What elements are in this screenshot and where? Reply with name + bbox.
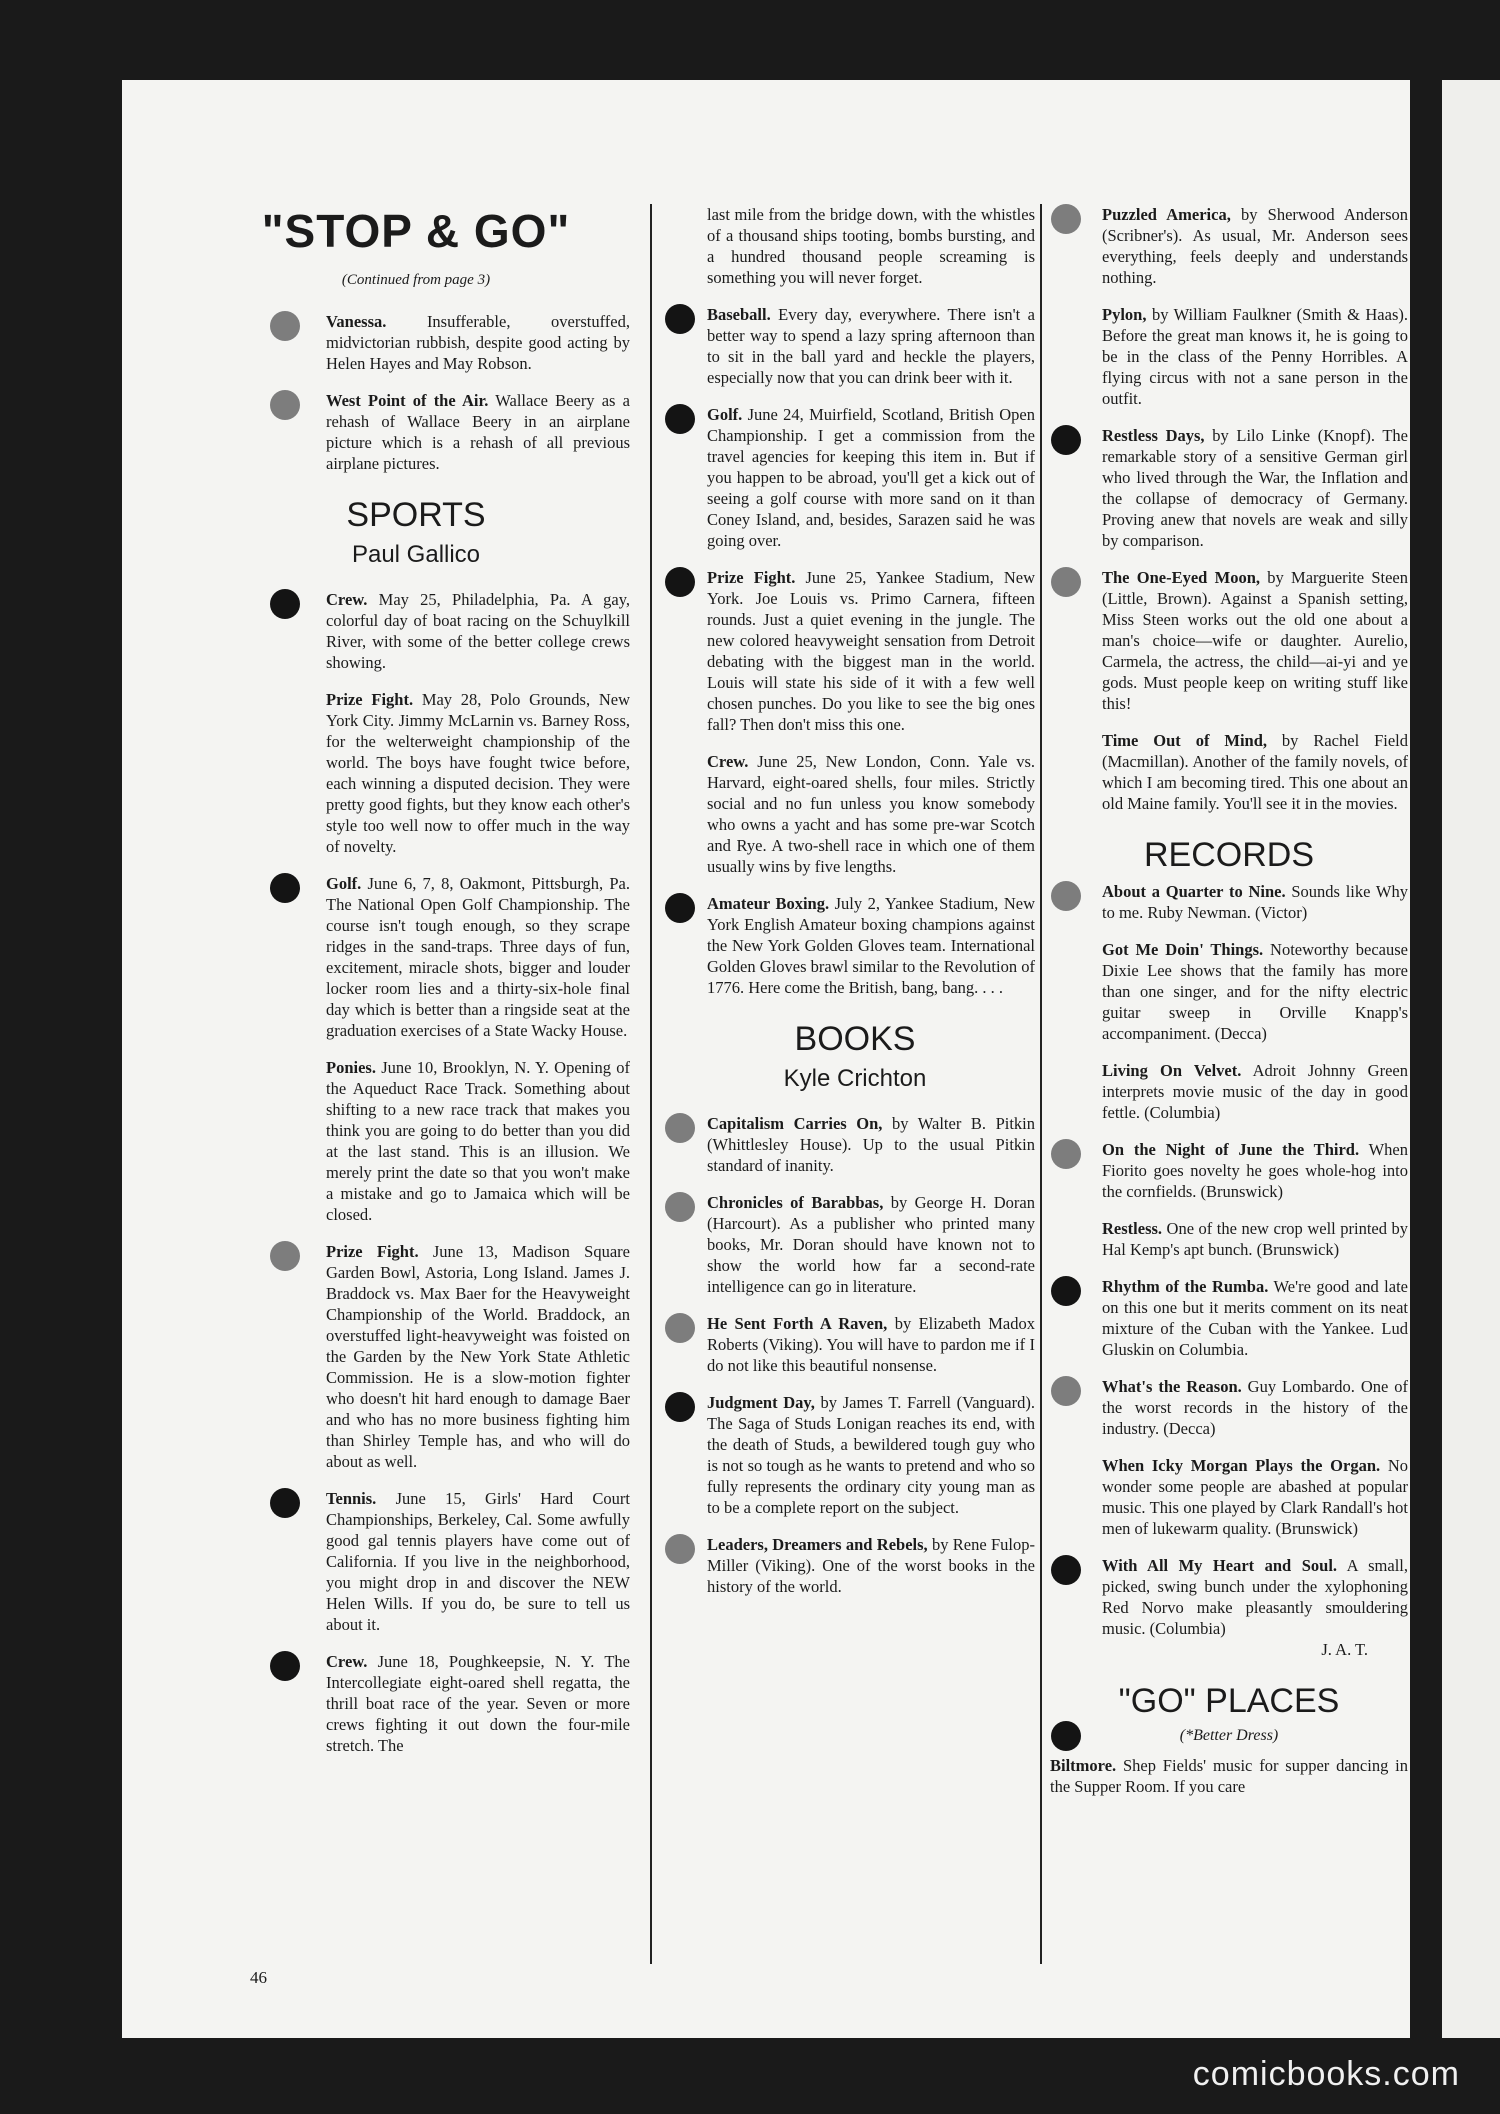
list-item: The One-Eyed Moon, by Marguerite Steen (Little, Brown). Against a Spanish setting, Miss Steen works out the old one about a man's choice—wife or daughter. Aurelio, Carmela, the actress, the child—ai-yi and ye gods. Must people keep on writing stuff like this! (1050, 567, 1408, 714)
list-item: Pylon, by William Faulkner (Smith & Haas). Before the great man knows it, he is going to be in the class of the Penny Horribles. A flying circus with not a sane person in the outfit. (1102, 305, 1408, 408)
column-3 (1050, 204, 1408, 1813)
page-number: 46 (250, 1968, 267, 1987)
rating-dot-icon (1051, 1276, 1081, 1306)
list-item: Got Me Doin' Things. Noteworthy because Dixie Lee shows that the family has more than one singer, and for the nifty electric guitar sweep in Orville Knapp's accompaniment. (Decca) (1102, 940, 1408, 1043)
list-item: Prize Fight. June 13, Madison Square Garden Bowl, Astoria, Long Island. James J. Braddock vs. Max Baer for the Heavyweight Championship of the World. Braddock, an overstuffed light-heavyweight was foisted on the Garden by the New York State Athletic Commission. He is a slow-motion fighter who doesn't hit hard enough to damage Baer and who has no more business fighting him than Shirley Temple has, and who will do about as well. (202, 1241, 630, 1472)
list-item-continued: last mile from the bridge down, with the whistles of a thousand ships tooting, bombs bursting, and a hundred thousand people screaming is something you will never forget. (707, 205, 1035, 287)
section-author: Kyle Crichton (783, 1065, 927, 1092)
rating-dot-icon (1051, 204, 1081, 234)
list-item: Time Out of Mind, by Rachel Field (Macmillan). Another of the family novels, of which I am becoming tired. This one about an old Maine family. You'll see it in the movies. (1102, 731, 1409, 813)
page-title: "STOP & GO" (261, 205, 571, 257)
list-item: Crew. June 25, New London, Conn. Yale vs. Harvard, eight-oared shells, four miles. Strictly social and no fun unless you know somebody who owns a yacht and has some pre-war Scotch and Rye. A two-shell race in which one of them usually wins by five lengths. (707, 752, 1035, 876)
list-item: When Icky Morgan Plays the Organ. No wonder some people are abashed at popular music. This one played by Clark Randall's hot men of lukewarm quality. (Brunswick) (1102, 1456, 1408, 1538)
rating-dot-icon (1051, 1555, 1081, 1585)
rating-dot-icon (665, 1113, 695, 1143)
rating-dot-icon (270, 589, 300, 619)
rating-dot-icon (665, 1534, 695, 1564)
list-item: Capitalism Carries On, by Walter B. Pitkin (Whittlesley House). Up to the usual Pitkin standard of inanity. (675, 1113, 1035, 1176)
watermark-logo: comicbooks.com (1192, 2055, 1460, 2093)
column-2 (675, 204, 1035, 1613)
list-item: Golf. June 6, 7, 8, Oakmont, Pittsburgh, Pa. The National Open Golf Championship. The course isn't tough enough, so they scrape ridges in the sand-traps. Three days of fun, excitement, miracle shots, bigger and louder locker room lies and a thirty-six-hole final day which is better than a ringside seat at the graduation exercises of a State Wacky House. (202, 873, 630, 1041)
section-heading-places: "GO" PLACES (1118, 1682, 1340, 1720)
rating-dot-icon (1051, 1721, 1081, 1751)
list-item: Crew. June 18, Poughkeepsie, N. Y. The Intercollegiate eight-oared shell regatta, the thrill boat race of the year. Seven or more crews fighting it out down the four-mile stretch. The (202, 1651, 630, 1756)
rating-dot-icon (270, 1241, 300, 1271)
rating-dot-icon (665, 404, 695, 434)
list-item: With All My Heart and Soul. A small, picked, swing bunch under the xylophoning Red Norvo make pleasantly smouldering music. (Columbia) (1050, 1555, 1408, 1639)
rating-dot-icon (270, 1488, 300, 1518)
section-heading-sports: SPORTS (346, 496, 486, 534)
column-rule-left (650, 204, 652, 1964)
list-item: Biltmore. Shep Fields' music for supper dancing in the Supper Room. If you care (1050, 1755, 1408, 1797)
list-item: West Point of the Air. Wallace Beery as a rehash of Wallace Beery in an airplane picture which is a rehash of all previous airplane pictures. (202, 390, 630, 474)
list-item: He Sent Forth A Raven, by Elizabeth Madox Roberts (Viking). You will have to pardon me if I do not like this beautiful nonsense. (675, 1313, 1035, 1376)
list-item: Tennis. June 15, Girls' Hard Court Championships, Berkeley, Cal. Some awfully good gal tennis players have come out of California. If you live in the neighborhood, you might drop in and discover the NEW Helen Wills. If you do, be sure to tell us about it. (202, 1488, 630, 1635)
list-item: Living On Velvet. Adroit Johnny Green interprets movie music of the day in good fettle. (Columbia) (1102, 1061, 1408, 1122)
list-item: Crew. May 25, Philadelphia, Pa. A gay, colorful day of boat racing on the Schuylkill River, with some of the better college crews showing. (202, 589, 630, 673)
section-heading-records: RECORDS (1143, 836, 1315, 874)
list-item: Ponies. June 10, Brooklyn, N. Y. Opening of the Aqueduct Race Track. Something about shifting to a new race track that makes you think you are going to do better than you did at the last stand. This is an illusion. We merely print the date so that you won't make a mistake and go to Jamaica which will be closed. (326, 1058, 630, 1224)
rating-dot-icon (270, 311, 300, 341)
rating-dot-icon (270, 390, 300, 420)
rating-dot-icon (665, 304, 695, 334)
rating-dot-icon (665, 893, 695, 923)
list-item: About a Quarter to Nine. Sounds like Why to me. Ruby Newman. (Victor) (1050, 881, 1408, 923)
list-item: Baseball. Every day, everywhere. There isn't a better way to spend a lazy spring afternoon than to sit in the ball yard and heckle the players, especially now that you can drink beer with it. (675, 304, 1035, 388)
list-item: Prize Fight. May 28, Polo Grounds, New York City. Jimmy McLarnin vs. Barney Ross, for the welterweight championship of the world. The boys have fought twice before, each winning a disputed decision. They were pretty good fights, but they know each other's style too well now to offer much in the way of novelty. (326, 690, 630, 856)
rating-dot-icon (665, 1392, 695, 1422)
list-item: Puzzled America, by Sherwood Anderson (Scribner's). As usual, Mr. Anderson sees everything, feels deeply and understands nothing. (1050, 204, 1408, 288)
list-item: Vanessa. Insufferable, overstuffed, midvictorian rubbish, despite good acting by Helen Hayes and May Robson. (202, 311, 630, 374)
list-item: Rhythm of the Rumba. We're good and late on this one but it merits comment on its neat mixture of the Cuban with the Yankee. Lud Gluskin on Columbia. (1050, 1276, 1408, 1360)
list-item: Amateur Boxing. July 2, Yankee Stadium, New York English Amateur boxing champions against the New York Golden Gloves team. International Golden Gloves brawl similar to the Revolution of 1776. Here come the British, bang, bang. . . . (675, 893, 1035, 998)
rating-dot-icon (1051, 567, 1081, 597)
column-rule-right (1040, 204, 1042, 1964)
list-item: Restless Days, by Lilo Linke (Knopf). The remarkable story of a sensitive German girl who lived through the War, the Inflation and the collapse of democracy of Germany. Proving anew that novels are weak and silly by comparison. (1050, 425, 1408, 551)
rating-dot-icon (1051, 1376, 1081, 1406)
rating-dot-icon (665, 567, 695, 597)
signature-initials: J. A. T. (1321, 1640, 1368, 1659)
list-item: Restless. One of the new crop well printed by Hal Kemp's apt bunch. (Brunswick) (1102, 1219, 1408, 1259)
rating-dot-icon (270, 1651, 300, 1681)
places-legend: (*Better Dress) (1179, 1727, 1279, 1744)
list-item: Judgment Day, by James T. Farrell (Vanguard). The Saga of Studs Lonigan reaches its end, with the death of Studs, a bewildered tough guy who is not so tough as he wants to pretend and who so fully represents the ordinary city young man as to be a complete report on the subject. (675, 1392, 1035, 1518)
section-heading-books: BOOKS (794, 1020, 916, 1058)
continued-note: (Continued from page 3) (341, 272, 491, 288)
list-item: What's the Reason. Guy Lombardo. One of the worst records in the history of the industry. (Decca) (1050, 1376, 1408, 1439)
rating-dot-icon (1051, 1139, 1081, 1169)
list-item: Prize Fight. June 25, Yankee Stadium, New York. Joe Louis vs. Primo Carnera, fifteen rounds. Just a quiet evening in the jungle. The new colored heavyweight sensation from Detroit debating with the biggest man in the world. Louis will state his side of it with a few well chosen punches. Do you like to see the big ones fall? Then don't miss this one. (675, 567, 1035, 735)
column-1 (202, 204, 630, 1772)
rating-dot-icon (665, 1313, 695, 1343)
list-item: Golf. June 24, Muirfield, Scotland, British Open Championship. I get a commission from the travel agencies for keeping this item in. But if you happen to be abroad, you'll get a kick out of seeing a golf course with more sand on it than Coney Island, and, besides, Sarazen said he was going over. (675, 404, 1035, 551)
section-author: Paul Gallico (351, 541, 481, 568)
rating-dot-icon (1051, 881, 1081, 911)
list-item: On the Night of June the Third. When Fiorito goes novelty he goes whole-hog into the cornfields. (Brunswick) (1050, 1139, 1408, 1202)
list-item: Leaders, Dreamers and Rebels, by Rene Fulop-Miller (Viking). One of the worst books in the history of the world. (675, 1534, 1035, 1597)
rating-dot-icon (1051, 425, 1081, 455)
adjacent-page-edge (1442, 80, 1500, 2038)
rating-dot-icon (665, 1192, 695, 1222)
rating-dot-icon (270, 873, 300, 903)
list-item: Chronicles of Barabbas, by George H. Doran (Harcourt). As a publisher who printed many books, Mr. Doran should have known not to show the world how far a second-rate intelligence can go in literature. (675, 1192, 1035, 1297)
